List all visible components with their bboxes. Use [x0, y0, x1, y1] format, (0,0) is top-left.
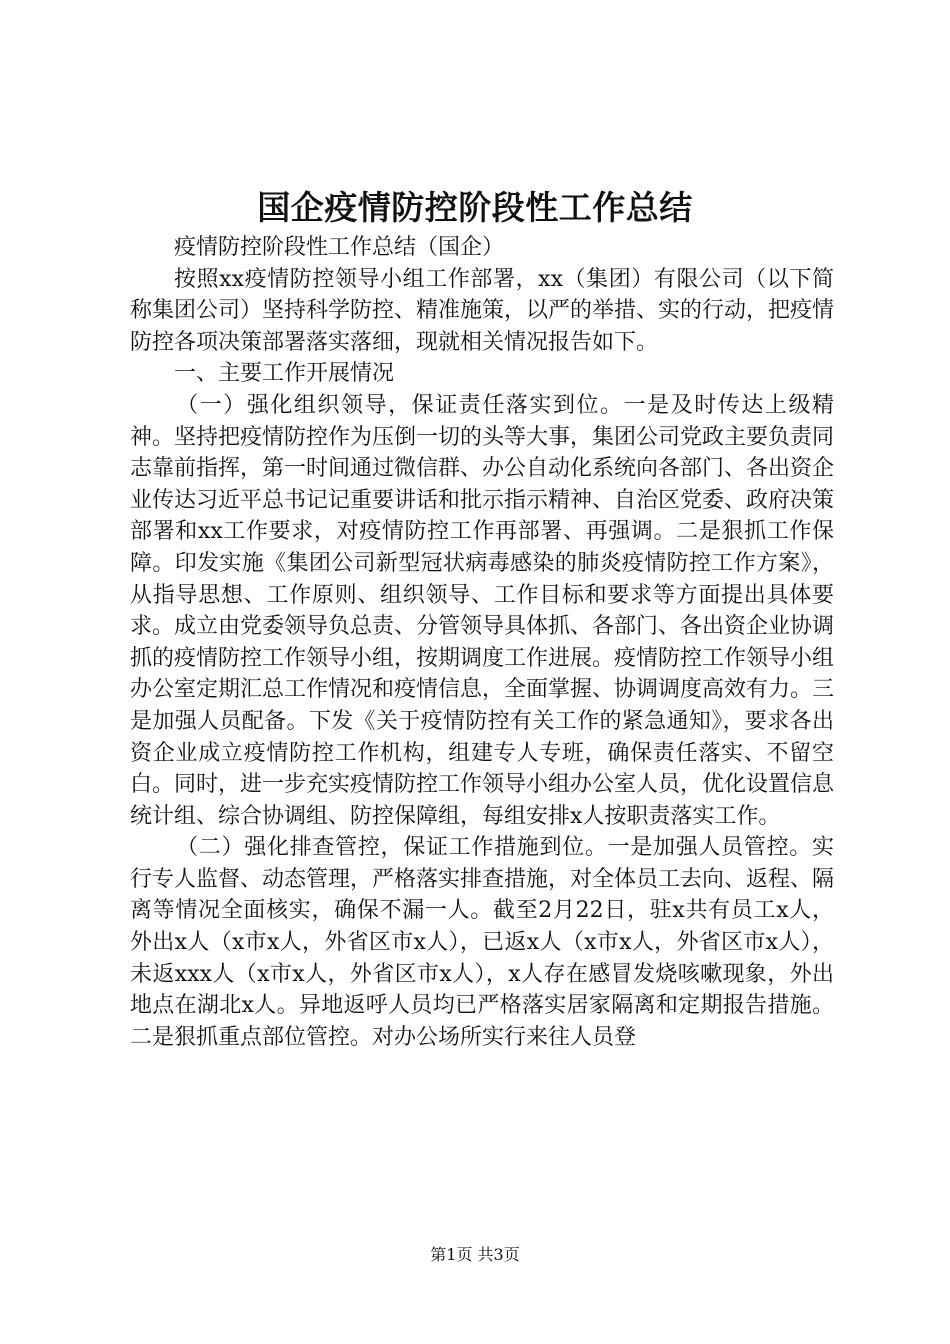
section-1-paragraph: （一）强化组织领导，保证责任落实到位。一是及时传达上级精神。坚持把疫情防控作为压倒一切的头等大事，集团公司党政主要负责同志靠前指挥，第一时间通过微信群、办公自动化系统向各部门、各出资企业传达习近平总书记记重要讲话和批示指示精神、自治区党委、政府决策部署和xx工作要求，对疫情防控工作再部署、再强调。二是狠抓工作保障。印发实施《集团公司新型冠状病毒感染的肺炎疫情防控工作方案》，从指导思想、工作原则、组织领导、工作目标和要求等方面提出具体要求。成立由党委领导负总责、分管领导具体抓、各部门、各出资企业协调抓的疫情防控工作领导小组，按期调度工作进展。疫情防控工作领导小组办公室定期汇总工作情况和疫情信息，全面掌握、协调调度高效有力。三是加强人员配备。下发《关于疫情防控有关工作的紧急通知》，要求各出资企业成立疫情防控工作机构，组建专人专班，确保责任落实、不留空白。同时，进一步充实疫情防控工作领导小组办公室人员，优化设置信息统计组、综合协调组、防控保障组，每组安排x人按职责落实工作。 — [130, 392, 835, 829]
subtitle-paragraph: 疫情防控阶段性工作总结（国企） — [174, 235, 505, 260]
section-2-paragraph: （二）强化排查管控，保证工作措施到位。一是加强人员管控。实行专人监督、动态管理，严格落实排查措施，对全体员工去向、返程、隔离等情况全面核实，确保不漏一人。截至2月22日，驻x共有员工x人，外出x人（x市x人，外省区市x人），已返x人（x市x人，外省区市x人），未返xxx人（x市x人，外省区市x人），x人存在感冒发烧咳嗽现象，外出地点在湖北x人。异地返呼人员均已严格落实居家隔离和定期报告措施。二是狠抓重点部位管控。对办公场所实行来往人员登 — [130, 835, 835, 1050]
intro-paragraph: 按照xx疫情防控领导小组工作部署，xx（集团）有限公司（以下简称集团公司）坚持科学防控、精准施策，以严的举措、实的行动，把疫情防控各项决策部署落实落细，现就相关情况报告如下。 — [130, 266, 835, 355]
document-body — [130, 232, 834, 1053]
document-title: 国企疫情防控阶段性工作总结 — [257, 188, 693, 227]
section-heading: 一、主要工作开展情况 — [174, 361, 395, 387]
page-footer: 第1页 共3页 — [430, 1245, 520, 1264]
